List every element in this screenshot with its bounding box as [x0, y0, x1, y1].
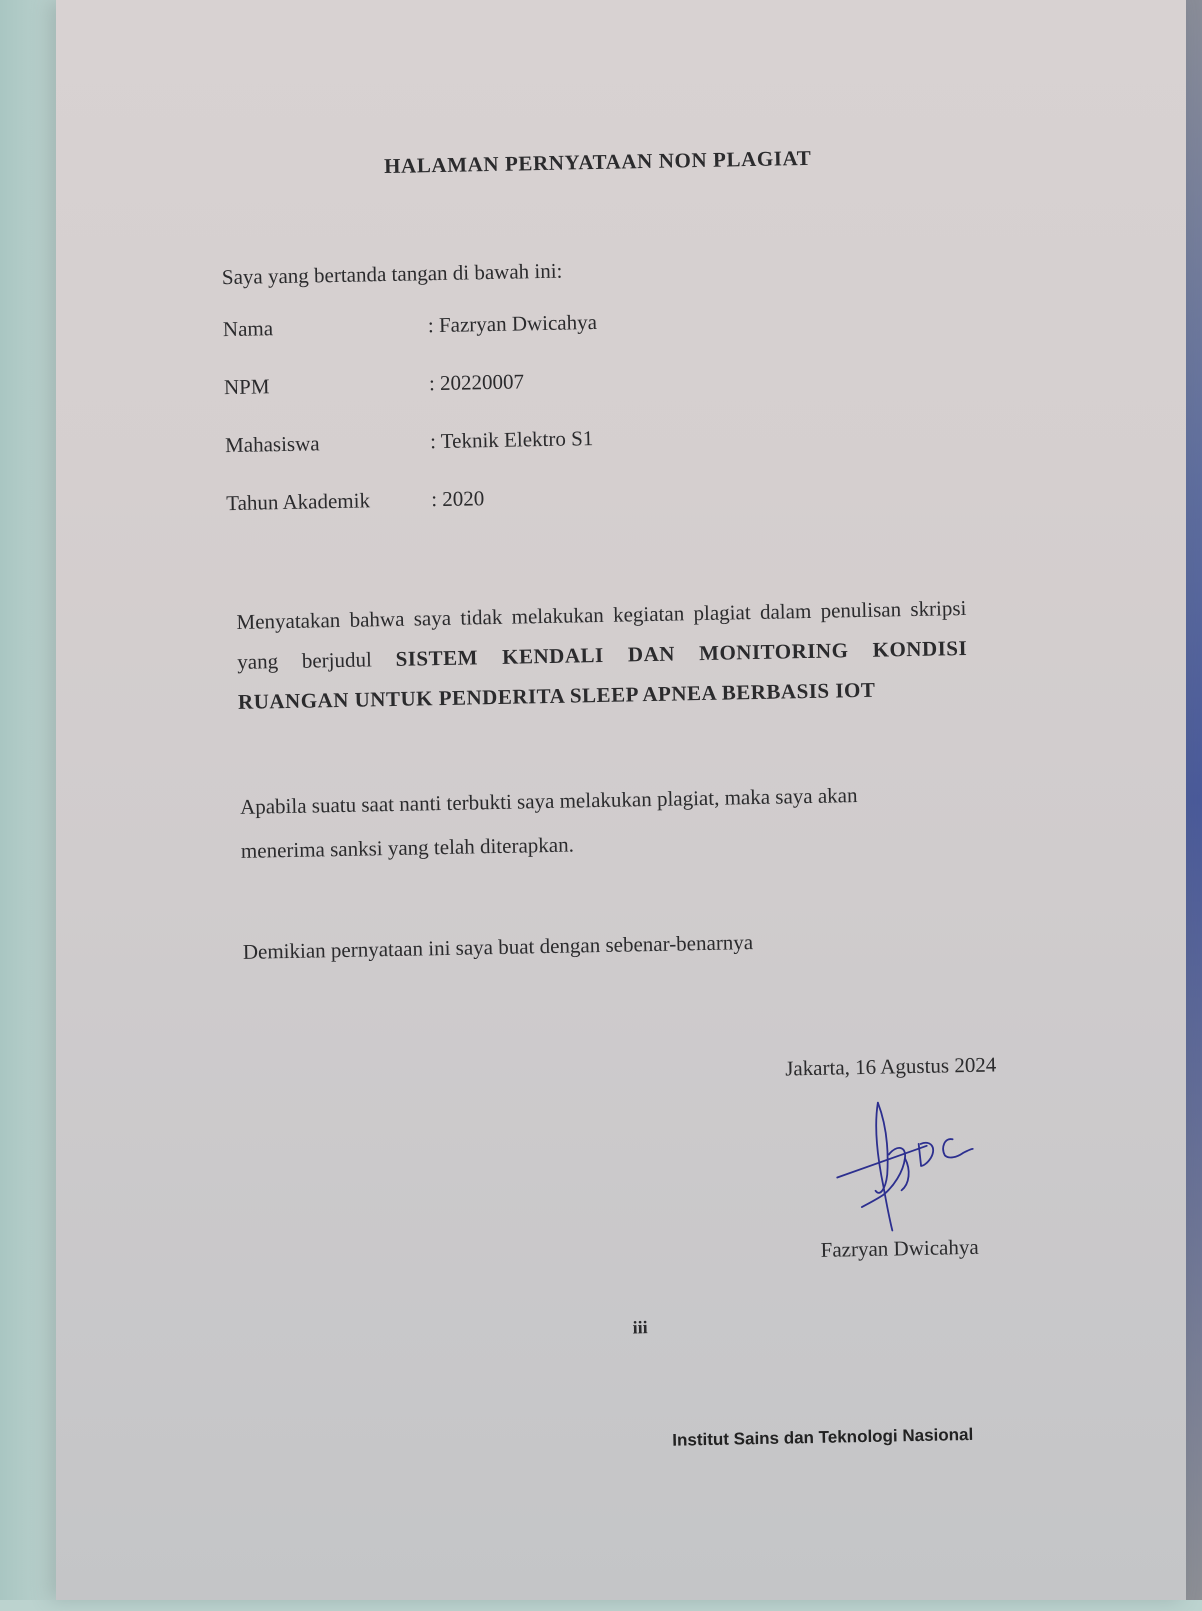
- field-row-mahasiswa: [225, 422, 825, 464]
- statement-prefix: yang berjudul: [237, 647, 373, 674]
- statement-paragraph: [236, 588, 968, 722]
- field-label: Mahasiswa: [224, 431, 320, 458]
- field-value: : Teknik Elektro S1: [429, 426, 594, 454]
- page-number: iii: [632, 1317, 648, 1338]
- statement-line-1: Menyatakan bahwa saya tidak melakukan kegiatan plagiat dalam penulisan skripsi: [236, 595, 967, 634]
- field-label: Tahun Akademik: [226, 488, 371, 516]
- sanction-paragraph: [240, 772, 922, 873]
- thesis-title-part-2: RUANGAN UNTUK PENDERITA SLEEP APNEA BERBASIS IOT: [237, 677, 876, 714]
- field-row-npm: [224, 364, 824, 406]
- field-value: : Fazryan Dwicahya: [427, 309, 598, 338]
- field-label: NPM: [223, 374, 270, 400]
- intro-text: Saya yang bertanda tangan di bawah ini:: [221, 258, 563, 290]
- field-row-nama: [223, 306, 823, 348]
- sanction-line-2: menerima sanksi yang telah diterapkan.: [240, 832, 575, 863]
- signer-name: Fazryan Dwicahya: [820, 1234, 979, 1262]
- closing-statement: Demikian pernyataan ini saya buat dengan sebenar-benarnya: [242, 930, 754, 964]
- sanction-line-1: Apabila suatu saat nanti terbukti saya melakukan plagiat, maka saya akan: [239, 783, 858, 819]
- place-date: Jakarta, 16 Agustus 2024: [784, 1052, 997, 1081]
- signature-image: [826, 1093, 989, 1236]
- thesis-title-part-1: SISTEM KENDALI DAN MONITORING KONDISI: [395, 635, 968, 671]
- field-row-tahun-akademik: [226, 480, 826, 522]
- document-title: HALAMAN PERNYATAAN NON PLAGIAT: [383, 145, 812, 179]
- field-value: : 2020: [430, 486, 485, 512]
- field-label: Nama: [222, 316, 274, 342]
- field-value: : 20220007: [428, 369, 525, 396]
- institution-footer: Institut Sains dan Teknologi Nasional: [672, 1424, 974, 1450]
